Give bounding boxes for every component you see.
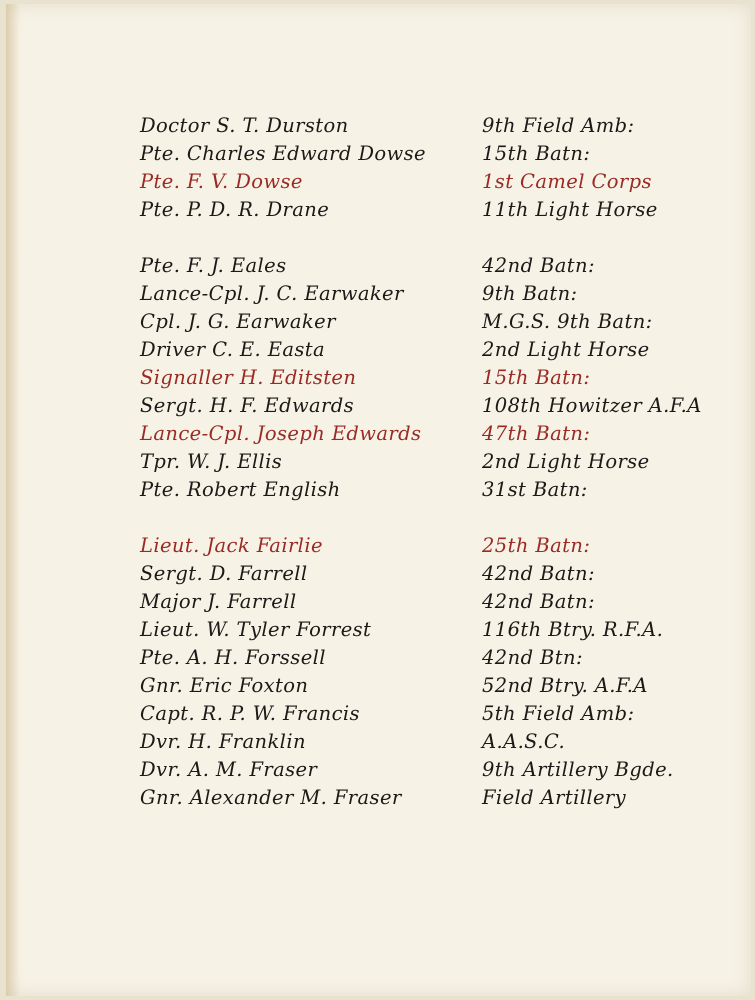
roll-entry xyxy=(0,644,755,672)
soldier-unit: 15th Batn: xyxy=(482,366,591,389)
soldier-name: Sergt. D. Farrell xyxy=(140,562,308,585)
roll-entry xyxy=(0,336,755,364)
soldier-name: Pte. Charles Edward Dowse xyxy=(140,142,426,165)
soldier-name: Pte. F. J. Eales xyxy=(140,254,287,277)
soldier-name: Lieut. W. Tyler Forrest xyxy=(140,618,372,641)
roll-entry xyxy=(0,616,755,644)
soldier-unit: 42nd Batn: xyxy=(482,254,595,277)
roll-entry xyxy=(0,476,755,504)
soldier-name: Dvr. A. M. Fraser xyxy=(140,758,318,781)
roll-entry xyxy=(0,280,755,308)
soldier-unit: 25th Batn: xyxy=(482,534,591,557)
roll-entry xyxy=(0,756,755,784)
soldier-unit: 42nd Batn: xyxy=(482,562,595,585)
soldier-unit: 9th Field Amb: xyxy=(482,114,635,137)
soldier-name: Lieut. Jack Fairlie xyxy=(140,534,323,557)
soldier-name: Driver C. E. Easta xyxy=(140,338,326,361)
soldier-unit: 52nd Btry. A.F.A xyxy=(482,674,648,697)
soldier-name: Signaller H. Editsten xyxy=(140,366,357,389)
soldier-unit: 11th Light Horse xyxy=(482,198,658,221)
soldier-name: Pte. P. D. R. Drane xyxy=(140,198,330,221)
soldier-name: Pte. F. V. Dowse xyxy=(140,170,303,193)
roll-entry xyxy=(0,560,755,588)
roll-entry xyxy=(0,168,755,196)
roll-entry xyxy=(0,308,755,336)
soldier-unit: 1st Camel Corps xyxy=(482,170,652,193)
roll-entry xyxy=(0,728,755,756)
soldier-unit: 42nd Batn: xyxy=(482,590,595,613)
soldier-name: Sergt. H. F. Edwards xyxy=(140,394,355,417)
roll-entry xyxy=(0,448,755,476)
soldier-name: Cpl. J. G. Earwaker xyxy=(140,310,336,333)
soldier-unit: 108th Howitzer A.F.A xyxy=(482,394,702,417)
roll-entry xyxy=(0,532,755,560)
soldier-unit: 9th Batn: xyxy=(482,282,578,305)
roll-entry xyxy=(0,588,755,616)
soldier-name: Gnr. Eric Foxton xyxy=(140,674,309,697)
soldier-name: Doctor S. T. Durston xyxy=(140,114,349,137)
soldier-unit: 15th Batn: xyxy=(482,142,591,165)
roll-entry xyxy=(0,672,755,700)
soldier-name: Capt. R. P. W. Francis xyxy=(140,702,360,725)
roll-entry xyxy=(0,364,755,392)
soldier-name: Lance-Cpl. J. C. Earwaker xyxy=(140,282,404,305)
soldier-unit: 2nd Light Horse xyxy=(482,338,650,361)
roll-entry xyxy=(0,784,755,812)
soldier-unit: M.G.S. 9th Batn: xyxy=(482,310,653,333)
roll-entry xyxy=(0,252,755,280)
soldier-name: Gnr. Alexander M. Fraser xyxy=(140,786,402,809)
soldier-name: Dvr. H. Franklin xyxy=(140,730,306,753)
soldier-unit: A.A.S.C. xyxy=(482,730,566,753)
roll-entry xyxy=(0,700,755,728)
roll-entry xyxy=(0,392,755,420)
soldier-unit: 31st Batn: xyxy=(482,478,588,501)
soldier-unit: 2nd Light Horse xyxy=(482,450,650,473)
soldier-unit: 42nd Btn: xyxy=(482,646,583,669)
soldier-unit: 47th Batn: xyxy=(482,422,591,445)
soldier-unit: 5th Field Amb: xyxy=(482,702,635,725)
soldier-unit: Field Artillery xyxy=(482,786,627,809)
roll-entry xyxy=(0,420,755,448)
roll-entry xyxy=(0,112,755,140)
soldier-name: Lance-Cpl. Joseph Edwards xyxy=(140,422,422,445)
soldier-unit: 9th Artillery Bgde. xyxy=(482,758,674,781)
roll-entry xyxy=(0,196,755,224)
soldier-name: Pte. A. H. Forssell xyxy=(140,646,326,669)
soldier-name: Tpr. W. J. Ellis xyxy=(140,450,283,473)
roll-entry xyxy=(0,140,755,168)
soldier-name: Major J. Farrell xyxy=(140,590,297,613)
soldier-unit: 116th Btry. R.F.A. xyxy=(482,618,664,641)
soldier-name: Pte. Robert English xyxy=(140,478,341,501)
